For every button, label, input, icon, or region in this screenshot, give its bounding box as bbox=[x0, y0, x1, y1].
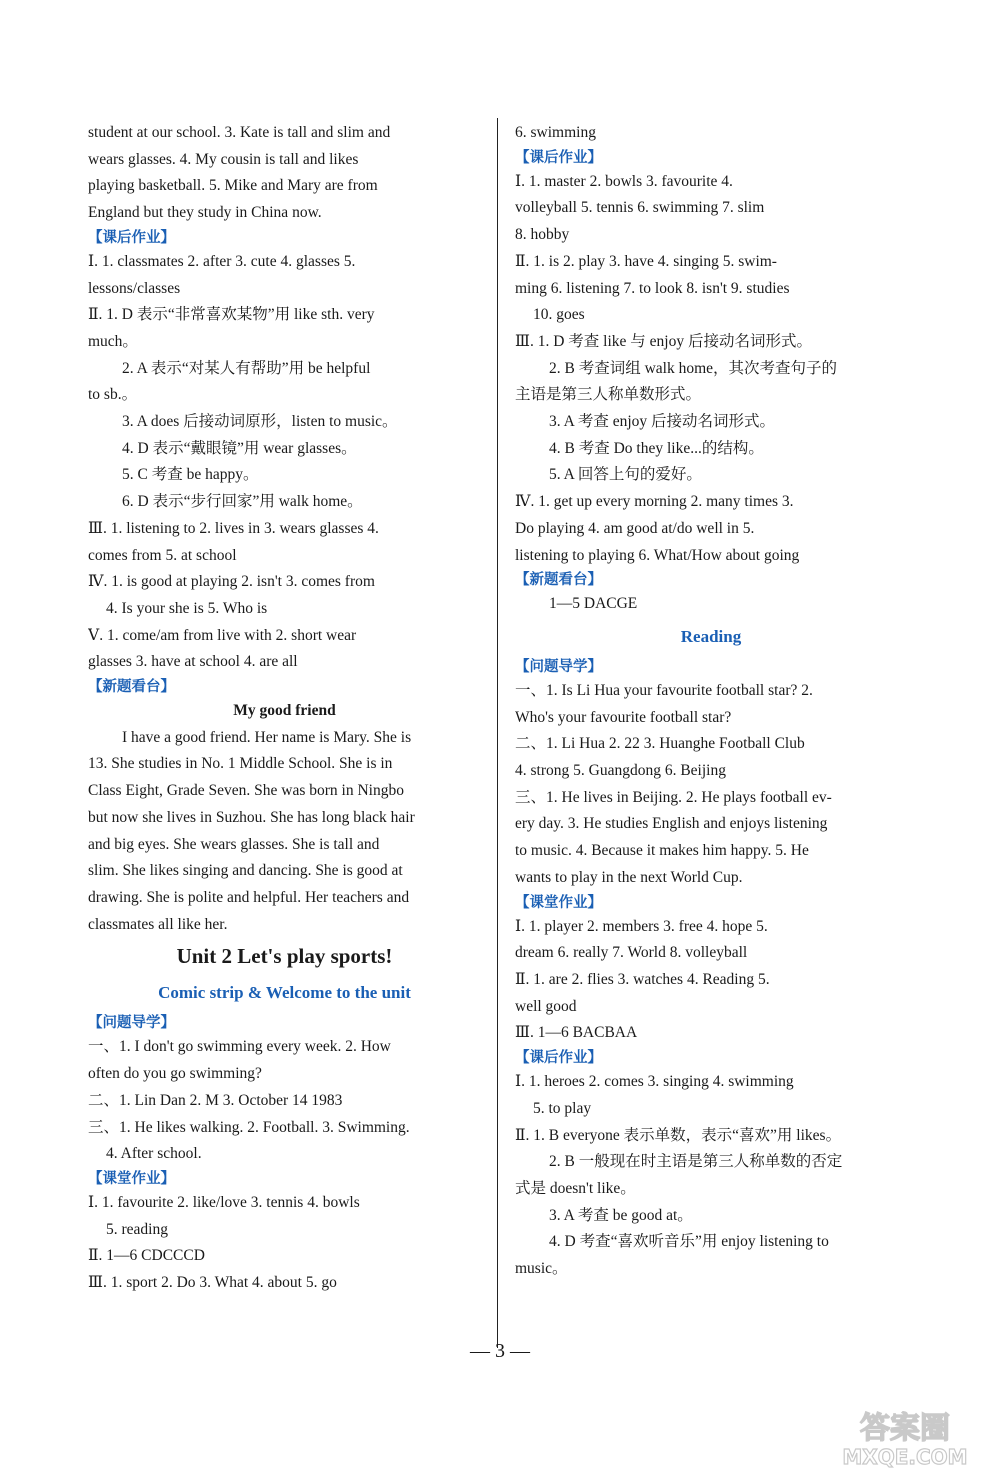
answer-line: 5. C 考查 be happy。 bbox=[122, 466, 259, 484]
answer-line: 一、1. Is Li Hua your favourite football star? 2. bbox=[515, 681, 813, 699]
answer-line: to music. 4. Because it makes him happy. 5. He bbox=[515, 842, 809, 860]
answer-line: student at our school. 3. Kate is tall and slim and bbox=[88, 124, 391, 141]
section-tag: 【课后作业】 bbox=[515, 149, 602, 166]
answer-line: 4. Is your she is 5. Who is bbox=[106, 599, 268, 617]
answer-line: dream 6. really 7. World 8. volleyball bbox=[515, 944, 748, 962]
answer-line: My good friend bbox=[233, 702, 336, 720]
answer-line: Ⅱ. 1—6 CDCCCD bbox=[88, 1247, 205, 1265]
section-tag: 【课后作业】 bbox=[88, 229, 175, 246]
answer-line: 三、1. He lives in Beijing. 2. He plays football ev- bbox=[515, 788, 832, 806]
answer-line: 13. She studies in No. 1 Middle School. She is in bbox=[88, 755, 393, 773]
answer-line: ery day. 3. He studies English and enjoys listening bbox=[515, 815, 828, 833]
section-title: Unit 2 Let's play sports! bbox=[176, 944, 393, 969]
answer-line: glasses 3. have at school 4. are all bbox=[88, 653, 298, 671]
answer-line: 2. B 考查词组 walk home，其次考查句子的 bbox=[549, 359, 838, 377]
answer-line: Ⅱ. 1. is 2. play 3. have 4. singing 5. swim- bbox=[515, 252, 777, 270]
answer-line: often do you go swimming? bbox=[88, 1065, 262, 1083]
answer-line: drawing. She is polite and helpful. Her teachers and bbox=[88, 888, 410, 906]
section-tag: 【新题看台】 bbox=[515, 572, 602, 589]
section-title: Comic strip & Welcome to the unit bbox=[158, 983, 411, 1003]
svg-text:MXQE.COM: MXQE.COM bbox=[842, 1445, 968, 1469]
answer-line: Ⅲ. 1. listening to 2. lives in 3. wears glasses 4. bbox=[88, 519, 379, 537]
column-divider bbox=[497, 118, 498, 1348]
answer-line: Ⅰ. 1. player 2. members 3. free 4. hope 5. bbox=[515, 917, 768, 935]
answer-line: volleyball 5. tennis 6. swimming 7. slim bbox=[515, 199, 765, 217]
answer-line: 3. A 考查 enjoy 后接动名词形式。 bbox=[549, 413, 776, 431]
answer-line: Ⅳ. 1. is good at playing 2. isn't 3. comes from bbox=[88, 573, 375, 591]
answer-line: Class Eight, Grade Seven. She was born in Ningbo bbox=[88, 782, 404, 800]
answer-line: 4. B 考查 Do they like...的结构。 bbox=[549, 439, 764, 457]
section-title: Reading bbox=[680, 626, 742, 646]
answer-line: Ⅲ. 1—6 BACBAA bbox=[515, 1024, 638, 1042]
answer-line: listening to playing 6. What/How about going bbox=[515, 546, 800, 564]
answer-line: Ⅱ. 1. D 表示“非常喜欢某物”用 like sth. very bbox=[88, 306, 375, 324]
answer-line: Ⅰ. 1. classmates 2. after 3. cute 4. glasses 5. bbox=[88, 252, 356, 270]
section-tag: 【问题导学】 bbox=[515, 658, 602, 675]
answer-line: 6. D 表示“步行回家”用 walk home。 bbox=[122, 493, 363, 511]
left-column bbox=[88, 120, 481, 1297]
answer-line: much。 bbox=[88, 332, 138, 350]
watermark-logo bbox=[830, 1404, 980, 1470]
answer-line: 4. D 表示“戴眼镜”用 wear glasses。 bbox=[122, 439, 357, 457]
answer-line: 1—5 DACGE bbox=[549, 595, 638, 613]
answer-line: ming 6. listening 7. to look 8. isn't 9. studies bbox=[515, 279, 790, 297]
section-tag: 【新题看台】 bbox=[88, 679, 175, 696]
answer-line: 5. reading bbox=[106, 1220, 168, 1238]
answer-line: 二、1. Li Hua 2. 22 3. Huanghe Football Club bbox=[515, 735, 805, 753]
section-tag: 【课后作业】 bbox=[515, 1050, 602, 1067]
answer-line: classmates all like her. bbox=[88, 915, 228, 933]
answer-line: wants to play in the next World Cup. bbox=[515, 868, 743, 886]
answer-line: 一、1. I don't go swimming every week. 2. How bbox=[88, 1038, 391, 1056]
answer-line: I have a good friend. Her name is Mary. She is bbox=[122, 728, 412, 746]
answer-line: 5. to play bbox=[533, 1099, 592, 1117]
answer-line: Ⅱ. 1. B everyone 表示单数，表示“喜欢”用 likes。 bbox=[515, 1126, 842, 1144]
answer-line: Ⅲ. 1. sport 2. Do 3. What 4. about 5. go bbox=[88, 1274, 337, 1292]
page-number: — 3 — bbox=[470, 1340, 530, 1362]
answer-line: but now she lives in Suzhou. She has long black hair bbox=[88, 808, 415, 826]
section-tag: 【课堂作业】 bbox=[515, 894, 602, 911]
answer-line: Ⅳ. 1. get up every morning 2. many times 3. bbox=[515, 493, 794, 511]
answer-line: 2. A 表示“对某人有帮助”用 be helpful bbox=[122, 359, 371, 377]
section-tag: 【问题导学】 bbox=[88, 1015, 175, 1032]
answer-line: England but they study in China now. bbox=[88, 204, 322, 222]
svg-text:答案圈: 答案圈 bbox=[860, 1411, 950, 1446]
answer-line: 式是 doesn't like。 bbox=[515, 1179, 636, 1197]
answer-line: Do playing 4. am good at/do well in 5. bbox=[515, 519, 755, 537]
answer-line: 8. hobby bbox=[515, 226, 570, 244]
answer-line: 三、1. He likes walking. 2. Football. 3. Swimming. bbox=[88, 1118, 410, 1136]
answer-line: 二、1. Lin Dan 2. M 3. October 14 1983 bbox=[88, 1091, 343, 1109]
answer-line: and big eyes. She wears glasses. She is tall and bbox=[88, 835, 380, 853]
answer-line: 2. B 一般现在时主语是第三人称单数的否定 bbox=[549, 1153, 843, 1171]
answer-line: Ⅴ. 1. come/am from live with 2. short wear bbox=[88, 626, 357, 644]
answer-line: Ⅲ. 1. D 考查 like 与 enjoy 后接动名词形式。 bbox=[515, 332, 812, 350]
answer-line: 主语是第三人称单数形式。 bbox=[515, 386, 702, 404]
answer-line: comes from 5. at school bbox=[88, 546, 237, 564]
answer-line: 4. After school. bbox=[106, 1145, 202, 1163]
answer-line: 4. D 考查“喜欢听音乐”用 enjoy listening to bbox=[549, 1233, 829, 1251]
section-tag: 【课堂作业】 bbox=[88, 1170, 175, 1187]
right-column bbox=[515, 120, 907, 1283]
answer-line: 3. A 考查 be good at。 bbox=[549, 1206, 693, 1224]
answer-line: 4. strong 5. Guangdong 6. Beijing bbox=[515, 762, 726, 780]
answer-line: playing basketball. 5. Mike and Mary are from bbox=[88, 177, 378, 195]
answer-line: Ⅰ. 1. heroes 2. comes 3. singing 4. swimming bbox=[515, 1073, 794, 1091]
answer-line: music。 bbox=[515, 1260, 568, 1278]
answer-line: Ⅰ. 1. favourite 2. like/love 3. tennis 4. bowls bbox=[88, 1193, 360, 1211]
answer-line: well good bbox=[515, 997, 577, 1015]
answer-line: 6. swimming bbox=[515, 124, 596, 141]
answer-line: slim. She likes singing and dancing. She is good at bbox=[88, 862, 403, 880]
answer-line: lessons/classes bbox=[88, 279, 181, 297]
answer-line: Ⅱ. 1. are 2. flies 3. watches 4. Reading 5. bbox=[515, 970, 770, 988]
answer-line: to sb.。 bbox=[88, 386, 138, 404]
answer-line: 3. A does 后接动词原形，listen to music。 bbox=[122, 413, 398, 431]
answer-line: 10. goes bbox=[533, 306, 585, 324]
answer-line: Who's your favourite football star? bbox=[515, 708, 732, 726]
answer-line: Ⅰ. 1. master 2. bowls 3. favourite 4. bbox=[515, 172, 733, 190]
answer-line: 5. A 回答上句的爱好。 bbox=[549, 466, 702, 484]
answer-line: wears glasses. 4. My cousin is tall and likes bbox=[88, 150, 359, 168]
